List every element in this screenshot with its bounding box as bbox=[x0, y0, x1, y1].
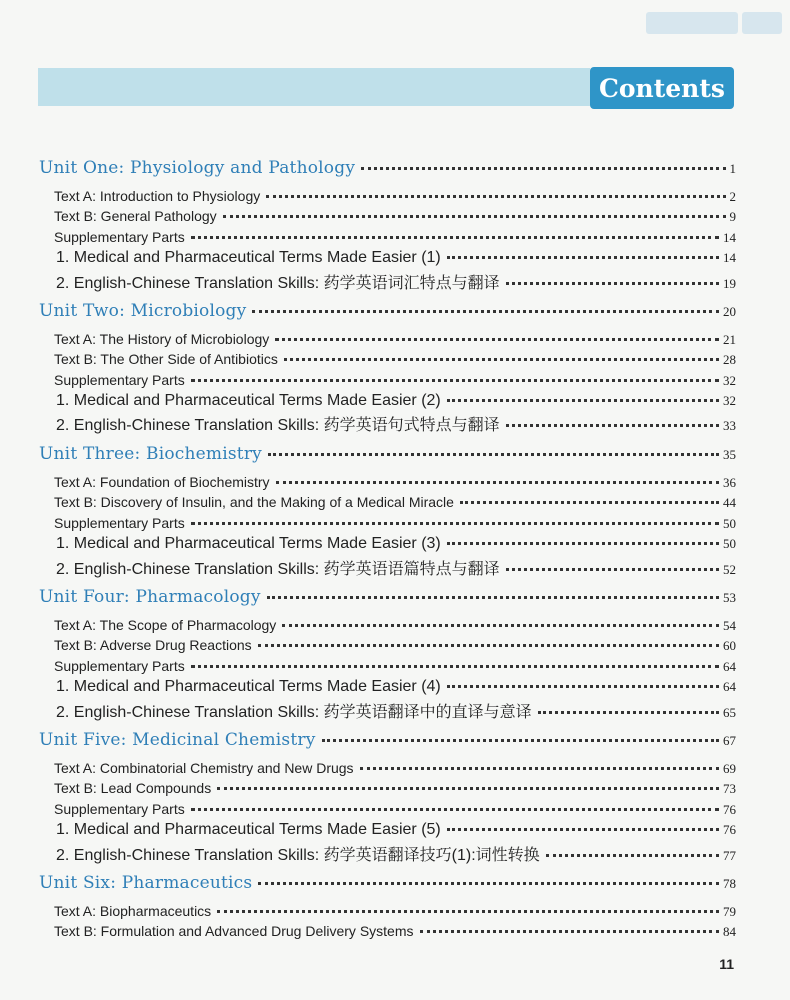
page-ref: 69 bbox=[723, 761, 736, 776]
entry-title: Text A: The Scope of Pharmacology bbox=[54, 617, 277, 633]
page-ref: 50 bbox=[723, 516, 736, 531]
toc-entry-row bbox=[54, 658, 736, 675]
toc-entry-row bbox=[54, 474, 736, 491]
page-ref: 1 bbox=[729, 161, 736, 176]
dot-leader bbox=[538, 711, 719, 714]
toc-entry-row bbox=[54, 208, 736, 225]
entry-title: Supplementary Parts bbox=[54, 372, 185, 388]
dot-leader bbox=[217, 910, 719, 913]
unit-title: Unit Four: Pharmacology bbox=[39, 587, 261, 607]
entry-title: Text A: Combinatorial Chemistry and New Drugs bbox=[54, 760, 354, 776]
entry-title: 1. Medical and Pharmaceutical Terms Made Easier (3) bbox=[56, 535, 441, 552]
toc-entry-row bbox=[54, 229, 736, 246]
toc-unit-row bbox=[39, 158, 736, 178]
entry-title: Supplementary Parts bbox=[54, 801, 185, 817]
toc-entry-row bbox=[56, 556, 736, 579]
dot-leader bbox=[322, 739, 719, 742]
page-ref: 76 bbox=[723, 822, 736, 837]
dot-leader bbox=[191, 236, 719, 239]
toc-entry-row bbox=[54, 760, 736, 777]
page-ref: 67 bbox=[723, 733, 736, 748]
page-ref: 33 bbox=[723, 418, 736, 433]
page-ref: 21 bbox=[723, 332, 736, 347]
dot-leader bbox=[447, 399, 719, 402]
dot-leader bbox=[191, 522, 719, 525]
entry-title: 1. Medical and Pharmaceutical Terms Made Easier (1) bbox=[56, 249, 441, 266]
unit-title: Unit Three: Biochemistry bbox=[39, 444, 262, 464]
toc-entry-row bbox=[54, 515, 736, 532]
page-ref: 73 bbox=[723, 781, 736, 796]
entry-title: Text B: Discovery of Insulin, and the Making of a Medical Miracle bbox=[54, 494, 454, 510]
page-ref: 77 bbox=[723, 848, 736, 863]
page-ref: 78 bbox=[723, 876, 736, 891]
toc-entry-row bbox=[54, 351, 736, 368]
dot-leader bbox=[191, 665, 719, 668]
page-ref: 19 bbox=[723, 276, 736, 291]
dot-leader bbox=[506, 282, 719, 285]
dot-leader bbox=[268, 453, 719, 456]
dot-leader bbox=[223, 215, 726, 218]
entry-title: Text A: The History of Microbiology bbox=[54, 331, 270, 347]
unit-title: Unit Five: Medicinal Chemistry bbox=[39, 730, 316, 750]
page-ref: 53 bbox=[723, 590, 736, 605]
entry-title: 2. English-Chinese Translation Skills: 药学英语词汇特点与翻译 bbox=[56, 275, 500, 292]
entry-title: Supplementary Parts bbox=[54, 658, 185, 674]
dot-leader bbox=[506, 424, 719, 427]
unit-title: Unit Six: Pharmaceutics bbox=[39, 873, 253, 893]
dot-leader bbox=[258, 644, 719, 647]
toc-entry-row bbox=[56, 535, 736, 553]
page-ref: 14 bbox=[723, 250, 736, 265]
dot-leader bbox=[447, 542, 719, 545]
toc-entry-row bbox=[56, 842, 736, 865]
dot-leader bbox=[447, 828, 719, 831]
page-title: Contents bbox=[598, 73, 725, 103]
page-ref: 65 bbox=[723, 705, 736, 720]
entry-title: 2. English-Chinese Translation Skills: 药学英语语篇特点与翻译 bbox=[56, 561, 500, 578]
toc-entry-row bbox=[56, 249, 736, 267]
entry-title: Text B: Adverse Drug Reactions bbox=[54, 637, 252, 653]
section-tab bbox=[742, 12, 782, 34]
page-ref: 76 bbox=[723, 802, 736, 817]
entry-title: 2. English-Chinese Translation Skills: 药学英语句式特点与翻译 bbox=[56, 417, 500, 434]
entry-title: Text B: The Other Side of Antibiotics bbox=[54, 351, 278, 367]
toc-entry-row bbox=[54, 494, 736, 511]
page-ref: 32 bbox=[723, 373, 736, 388]
page-ref: 64 bbox=[723, 659, 736, 674]
toc-entry-row bbox=[56, 412, 736, 435]
page-ref: 9 bbox=[729, 209, 736, 224]
unit-title: Unit Two: Microbiology bbox=[39, 301, 247, 321]
dot-leader bbox=[266, 195, 725, 198]
page-ref: 36 bbox=[723, 475, 736, 490]
toc-entry-row bbox=[54, 331, 736, 348]
page-number: 11 bbox=[719, 956, 734, 972]
page-ref: 14 bbox=[723, 230, 736, 245]
entry-title: Text A: Foundation of Biochemistry bbox=[54, 474, 270, 490]
dot-leader bbox=[360, 767, 719, 770]
toc-entry-row bbox=[54, 188, 736, 205]
section-tab bbox=[646, 12, 738, 34]
entry-title: Text A: Biopharmaceutics bbox=[54, 903, 212, 919]
dot-leader bbox=[420, 930, 720, 933]
toc-entry-row bbox=[54, 801, 736, 818]
dot-leader bbox=[258, 882, 719, 885]
dot-leader bbox=[447, 256, 719, 259]
page-ref: 52 bbox=[723, 562, 736, 577]
page-ref: 60 bbox=[723, 638, 736, 653]
entry-title: Supplementary Parts bbox=[54, 515, 185, 531]
dot-leader bbox=[252, 310, 719, 313]
entry-title: Text B: Lead Compounds bbox=[54, 780, 212, 796]
toc-entry-row bbox=[54, 903, 736, 920]
dot-leader bbox=[546, 854, 719, 857]
section-tabs bbox=[646, 12, 782, 34]
entry-title: 2. English-Chinese Translation Skills: 药学英语翻译中的直译与意译 bbox=[56, 704, 532, 721]
header-band bbox=[38, 68, 590, 106]
dot-leader bbox=[361, 167, 725, 170]
entry-title: Text B: General Pathology bbox=[54, 208, 217, 224]
unit-title: Unit One: Physiology and Pathology bbox=[39, 158, 356, 178]
page-ref: 54 bbox=[723, 618, 736, 633]
toc-entry-row bbox=[56, 821, 736, 839]
toc-entry-row bbox=[56, 678, 736, 696]
page-ref: 32 bbox=[723, 393, 736, 408]
entry-title: Text A: Introduction to Physiology bbox=[54, 188, 261, 204]
dot-leader bbox=[191, 379, 719, 382]
toc-entry-row bbox=[54, 637, 736, 654]
contents-header bbox=[590, 67, 734, 109]
dot-leader bbox=[460, 501, 719, 504]
page-ref: 20 bbox=[723, 304, 736, 319]
entry-title: Text B: Formulation and Advanced Drug Delivery Systems bbox=[54, 923, 414, 939]
page-ref: 50 bbox=[723, 536, 736, 551]
dot-leader bbox=[506, 568, 719, 571]
page-ref: 44 bbox=[723, 495, 736, 510]
toc-entry-row bbox=[54, 923, 736, 940]
page-ref: 28 bbox=[723, 352, 736, 367]
dot-leader bbox=[267, 596, 719, 599]
dot-leader bbox=[282, 624, 719, 627]
toc-unit-row bbox=[39, 301, 736, 321]
toc-entry-row bbox=[56, 270, 736, 293]
dot-leader bbox=[447, 685, 719, 688]
toc-entry-row bbox=[54, 780, 736, 797]
page-ref: 84 bbox=[723, 924, 736, 939]
toc-entry-row bbox=[56, 699, 736, 722]
dot-leader bbox=[217, 787, 719, 790]
toc-entry-row bbox=[54, 617, 736, 634]
page-ref: 35 bbox=[723, 447, 736, 462]
dot-leader bbox=[284, 358, 719, 361]
entry-title: 1. Medical and Pharmaceutical Terms Made Easier (2) bbox=[56, 392, 441, 409]
entry-title: 1. Medical and Pharmaceutical Terms Made Easier (5) bbox=[56, 821, 441, 838]
toc-entry-row bbox=[54, 372, 736, 389]
entry-title: Supplementary Parts bbox=[54, 229, 185, 245]
toc-unit-row bbox=[39, 587, 736, 607]
toc-unit-row bbox=[39, 444, 736, 464]
entry-title: 1. Medical and Pharmaceutical Terms Made Easier (4) bbox=[56, 678, 441, 695]
toc-unit-row bbox=[39, 873, 736, 893]
toc-entry-row bbox=[56, 392, 736, 410]
page-ref: 64 bbox=[723, 679, 736, 694]
page-ref: 79 bbox=[723, 904, 736, 919]
page-ref: 2 bbox=[729, 189, 736, 204]
dot-leader bbox=[275, 338, 719, 341]
toc-unit-row bbox=[39, 730, 736, 750]
dot-leader bbox=[276, 481, 719, 484]
dot-leader bbox=[191, 808, 719, 811]
entry-title: 2. English-Chinese Translation Skills: 药学英语翻译技巧(1):词性转换 bbox=[56, 847, 540, 864]
